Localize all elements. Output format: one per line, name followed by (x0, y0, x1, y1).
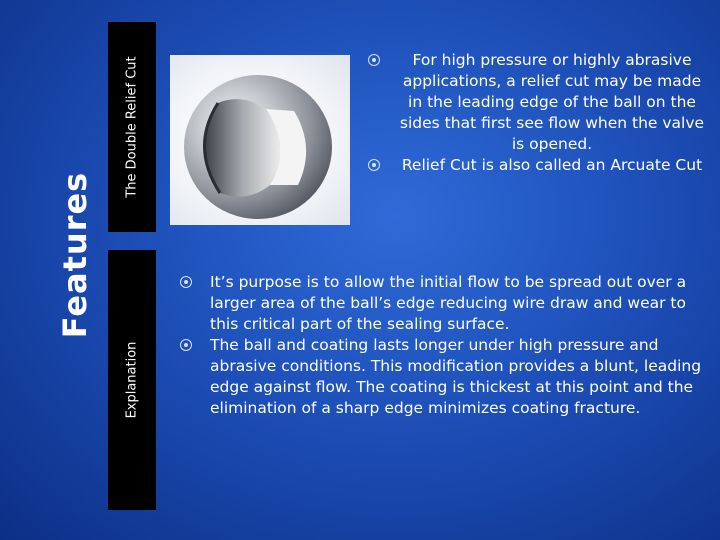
slide-title-container (50, 171, 100, 339)
section-label-bottom: Explanation (124, 341, 140, 419)
slide-title: Features (56, 171, 94, 339)
top-bullet-list (368, 50, 708, 176)
section-label-top: The Double Relief Cut (124, 56, 140, 198)
list-item (368, 155, 708, 176)
bullet-text: It’s purpose is to allow the initial flow to be spread out over a larger area of the ball’s edge reducing wire draw and wear to this critical part of the sealing surface. (210, 273, 687, 333)
bottom-bullet-list (180, 272, 710, 419)
circled-dot-icon (368, 159, 380, 171)
circled-dot-icon (180, 339, 192, 351)
valve-ball-image (170, 55, 350, 225)
circled-dot-icon (368, 54, 380, 66)
list-item (180, 272, 710, 335)
circled-dot-icon (180, 276, 192, 288)
list-item (180, 335, 710, 419)
section-panel-top (108, 22, 156, 232)
list-item (368, 50, 708, 155)
bullet-text: Relief Cut is also called an Arcuate Cut (401, 156, 703, 174)
valve-ball-icon (170, 55, 350, 225)
bullet-text: The ball and coating lasts longer under high pressure and abrasive conditions. This modification provides a blunt, leading edge against flow. The coating is thickest at this point and the elimination of a sharp edge minimizes coating fracture. (210, 336, 702, 417)
bullet-text: For high pressure or highly abrasive applications, a relief cut may be made in the leading edge of the ball on the sides that first see flow when the valve is opened. (399, 51, 705, 153)
section-panel-bottom (108, 250, 156, 510)
